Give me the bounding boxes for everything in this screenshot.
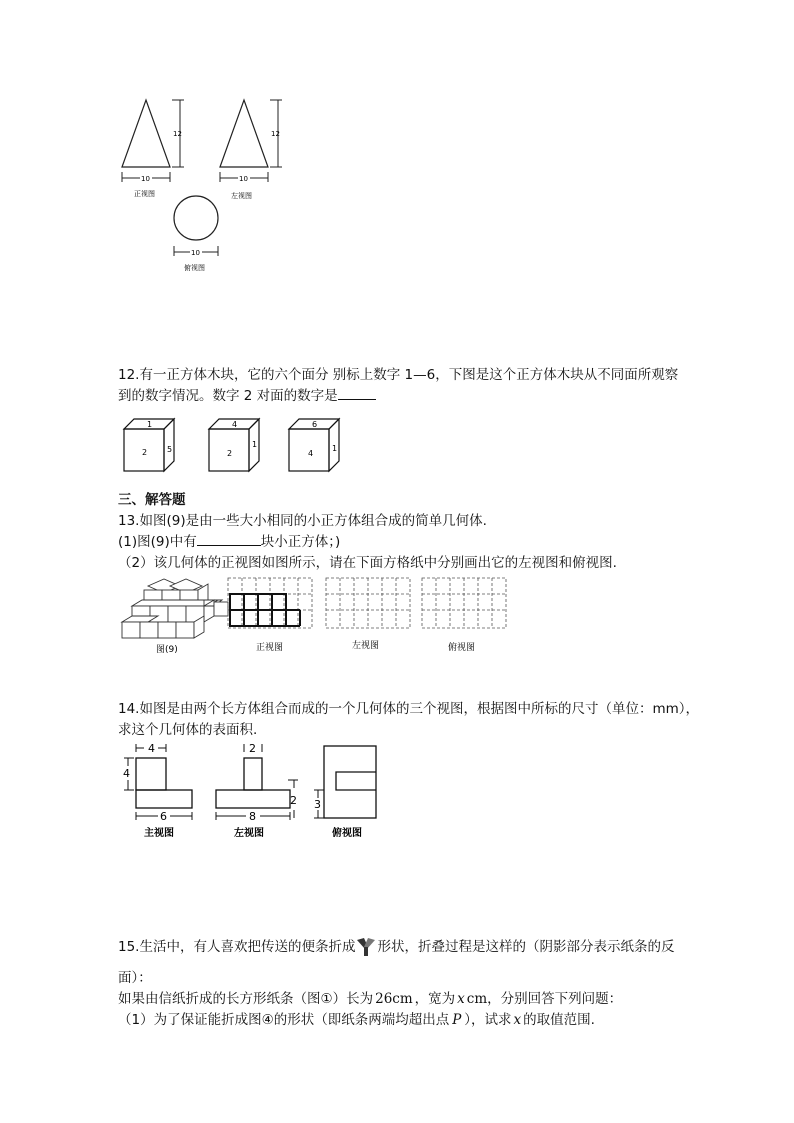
top-dim-3: 3	[314, 798, 321, 811]
q15-line4a-text: （1）为了保证能折成图④的形状（即纸条两端均超出点	[118, 1012, 450, 1028]
q15-line3a-text: 如果由信纸折成的长方形纸条（图①）长为	[118, 991, 374, 1007]
main-base-width: 6	[160, 810, 167, 823]
q13-line2a-text: (1)图(9)中有	[118, 534, 197, 550]
left-view-label-14: 左视图	[234, 828, 264, 839]
cubes-svg	[118, 415, 378, 477]
q13-line1-text: 13.如图(9)是由一些大小相同的小正方体组合成的简单几何体.	[118, 513, 487, 529]
fig9-label: 图(9)	[156, 645, 178, 655]
left-view-drawing	[216, 742, 298, 839]
top-view-label: 俯视图	[184, 264, 205, 272]
q13-figure	[118, 576, 518, 658]
q15-line3f-text: ，分别回答下列问题：	[487, 991, 623, 1007]
q15-width-var: x	[457, 991, 465, 1007]
cone-three-views	[112, 92, 302, 272]
main-top-width: 4	[148, 742, 155, 755]
cube-1-top: 1	[147, 420, 153, 429]
section-title-text: 三、解答题	[118, 492, 186, 508]
front-view-label: 正视图	[134, 190, 155, 198]
folded-note-svg	[355, 937, 377, 957]
q13-line3	[118, 554, 617, 572]
q14-figure	[118, 742, 388, 842]
q12-line1	[118, 366, 678, 384]
left-view-grid-label: 左视图	[352, 641, 380, 651]
q13-line3-text: （2）该几何体的正视图如图所示，请在下面方格纸中分别画出它的左视图和俯视图.	[118, 555, 617, 571]
q15-point-p: P	[452, 1012, 462, 1028]
q13-line2b-text: 块小正方体；)	[260, 534, 341, 550]
q14-line1	[118, 700, 699, 718]
q14-line2	[118, 721, 257, 739]
cube-2	[209, 419, 259, 471]
left-view-triangle	[220, 100, 268, 167]
q12-line1-text: 12.有一正方体木块，它的六个面分 别标上数字 1—6，下图是这个正方体木块从不同面所观察	[118, 367, 679, 383]
q14-figure-svg	[118, 742, 388, 842]
top-view-grid[interactable]	[422, 578, 506, 628]
q15-line1a-text: 15.生活中，有人喜欢把传送的便条折成	[118, 939, 356, 955]
top-view-circle	[174, 196, 218, 240]
folded-note-icon	[355, 937, 377, 957]
top-view-label-14: 俯视图	[332, 828, 362, 839]
cube-3-front: 4	[308, 449, 314, 458]
q14-line2-text: 求这个几何体的表面积.	[118, 722, 258, 738]
cube-2-front: 2	[227, 449, 233, 458]
cube-2-side: 1	[252, 440, 258, 449]
q12-line2	[118, 387, 376, 405]
front-height-dim: 12	[173, 130, 182, 138]
top-view-drawing	[314, 746, 376, 839]
q15-line4c-text: ），试求	[464, 1012, 512, 1028]
q13-answer-blank[interactable]	[197, 533, 261, 546]
cube-3-top: 6	[312, 420, 318, 429]
left-width-dim: 10	[239, 175, 248, 183]
answer-blank[interactable]	[338, 387, 376, 400]
main-view-drawing	[123, 742, 192, 839]
q12-cubes-figure	[118, 415, 378, 477]
left-view-label: 左视图	[231, 192, 252, 200]
cube-3	[289, 419, 339, 471]
q15-line1b-text: 形状，折叠过程是这样的（阴影部分表示纸条的反	[377, 939, 675, 955]
cube-2-top: 4	[232, 420, 238, 429]
cube-1-front: 2	[142, 448, 148, 457]
q13-line2	[118, 533, 340, 551]
q13-figure-svg	[118, 576, 518, 658]
cube-1	[124, 419, 174, 471]
front-view-triangle	[122, 100, 170, 167]
main-top-height: 4	[123, 767, 130, 780]
q15-x-var: x	[513, 1012, 522, 1028]
main-view-label: 主视图	[144, 828, 174, 839]
left-top-width: 2	[249, 742, 256, 755]
q15-line3	[118, 990, 622, 1008]
cube-1-side: 5	[167, 445, 173, 454]
left-base-width: 8	[249, 810, 256, 823]
cube-stack-drawing	[122, 579, 228, 638]
q14-line1-text: 14.如图是由两个长方体组合而成的一个几何体的三个视图，根据图中所标的尺寸（单位：mm），	[118, 701, 700, 717]
q15-line3c-text: ，宽为	[414, 991, 456, 1007]
top-width-dim: 10	[191, 249, 200, 257]
q15-line4e-text: 的取值范围.	[523, 1012, 595, 1028]
q15-line1	[118, 937, 674, 957]
q15-width-unit: cm	[466, 991, 488, 1007]
left-base-height: 2	[290, 794, 297, 807]
left-view-grid[interactable]	[326, 578, 410, 628]
q11-figure	[112, 92, 302, 272]
q13-line1	[118, 512, 487, 530]
front-view-grid-label: 正视图	[256, 643, 284, 653]
top-view-grid-label: 俯视图	[448, 643, 476, 653]
q12-line2-text: 到的数字情况。数字 2 对面的数字是	[118, 388, 338, 404]
q15-line2	[118, 969, 152, 987]
left-height-dim: 12	[271, 130, 280, 138]
section-title	[118, 491, 186, 509]
q15-line4	[118, 1011, 595, 1029]
q15-length-value: 26cm	[375, 991, 413, 1007]
q15-line2-text: 面）：	[118, 970, 152, 986]
cube-3-side: 1	[332, 444, 338, 453]
front-view-grid	[228, 578, 312, 628]
front-width-dim: 10	[141, 175, 150, 183]
